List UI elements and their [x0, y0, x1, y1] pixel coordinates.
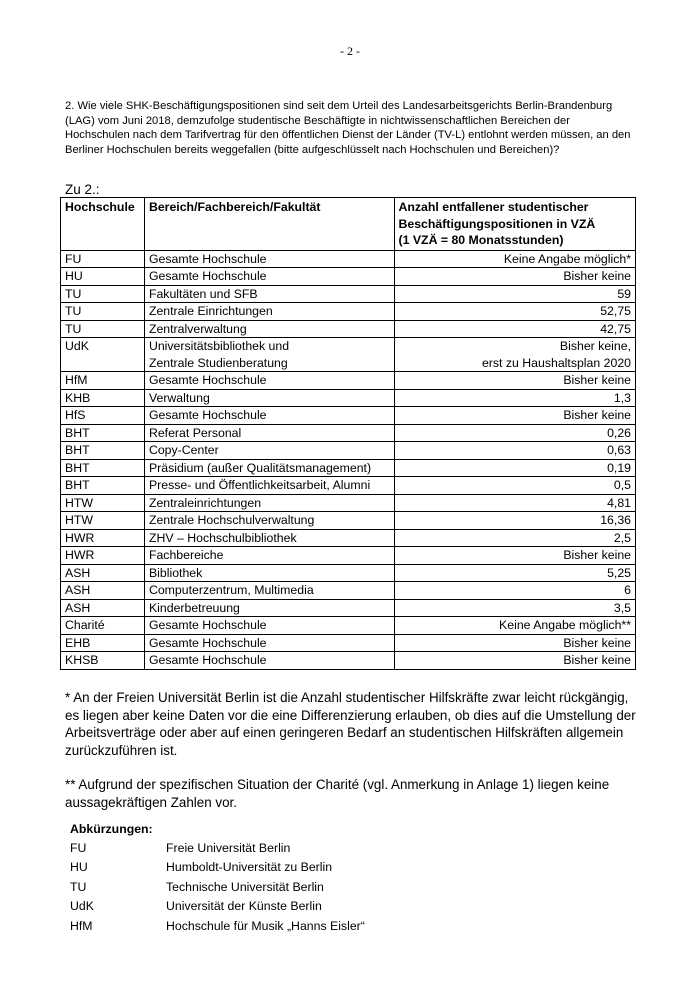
cell-hochschule: HfM	[61, 372, 145, 390]
abbreviation-key: UdK	[70, 899, 94, 914]
table-row	[61, 424, 636, 442]
header-anzahl-line2: Beschäftigungspositionen in VZÄ	[398, 216, 596, 231]
header-bereich: Bereich/Fachbereich/Fakultät	[144, 198, 394, 251]
cell-bereich	[144, 338, 394, 372]
abbreviations-title: Abkürzungen:	[70, 822, 153, 836]
abbreviation-key: FU	[70, 841, 87, 855]
cell-hochschule: HTW	[61, 494, 145, 512]
cell-anzahl: 42,75	[394, 320, 636, 338]
cell-hochschule: KHSB	[61, 652, 145, 670]
cell-anzahl: 4,81	[394, 494, 636, 512]
cell-bereich: Verwaltung	[144, 389, 394, 407]
table-header-row	[61, 198, 636, 251]
cell-bereich: Zentralverwaltung	[144, 320, 394, 338]
answer-heading: Zu 2.:	[65, 182, 100, 197]
cell-hochschule: Charité	[61, 617, 145, 635]
cell-anzahl: 0,63	[394, 442, 636, 460]
cell-anzahl-line: Bisher keine,	[559, 339, 631, 353]
cell-bereich: Gesamte Hochschule	[144, 617, 394, 635]
abbreviation-key: HfM	[70, 918, 93, 933]
abbreviation-item	[70, 858, 365, 877]
cell-bereich: Gesamte Hochschule	[144, 372, 394, 390]
footnotes	[65, 689, 640, 829]
cell-bereich: Zentrale Hochschulverwaltung	[144, 512, 394, 530]
cell-hochschule: EHB	[61, 634, 145, 652]
cell-anzahl: Bisher keine	[394, 407, 636, 425]
cell-hochschule: BHT	[61, 477, 145, 495]
cell-bereich: Zentrale Einrichtungen	[144, 303, 394, 321]
cell-anzahl: 0,5	[394, 477, 636, 495]
cell-hochschule: TU	[61, 320, 145, 338]
question-text: 2. Wie viele SHK-Beschäftigungspositionen sind seit dem Urteil des Landesarbeitsgerichts Berlin-Brandenburg (LAG) vom Juni 2018, demzufolge studentische Beschäftigte in nichtwissenschaftlichen Bereichen der Hochschulen nach dem Tarifvertrag für den öffentlichen Dienst der Länder (TV-L) entlohnt werden müssen, an den Berliner Hochschulen bereits weggefallen (bitte aufgeschlüsselt nach Hochschulen und Bereichen)?	[65, 100, 631, 156]
cell-bereich: Gesamte Hochschule	[144, 268, 394, 286]
cell-anzahl	[394, 338, 636, 372]
cell-anzahl: Bisher keine	[394, 547, 636, 565]
cell-hochschule: TU	[61, 303, 145, 321]
cell-hochschule: BHT	[61, 442, 145, 460]
positions-table	[60, 197, 636, 670]
abbreviations-list	[70, 839, 365, 936]
cell-anzahl: Bisher keine	[394, 652, 636, 670]
cell-bereich: Fachbereiche	[144, 547, 394, 565]
cell-anzahl: Keine Angabe möglich*	[394, 250, 636, 268]
table-row	[61, 477, 636, 495]
table-row	[61, 617, 636, 635]
cell-bereich: Zentraleinrichtungen	[144, 494, 394, 512]
cell-hochschule: HWR	[61, 529, 145, 547]
table-row	[61, 442, 636, 460]
cell-hochschule: ASH	[61, 564, 145, 582]
cell-bereich: Copy-Center	[144, 442, 394, 460]
header-anzahl-line3: (1 VZÄ = 80 Monatsstunden)	[398, 233, 564, 247]
table-row	[61, 634, 636, 652]
cell-anzahl-line: erst zu Haushaltsplan 2020	[481, 355, 631, 370]
header-anzahl-line1: Anzahl entfallener studentischer	[398, 200, 589, 214]
table-row	[61, 529, 636, 547]
table-row	[61, 372, 636, 390]
cell-hochschule: BHT	[61, 459, 145, 477]
cell-hochschule: HWR	[61, 547, 145, 565]
abbreviation-key: TU	[70, 879, 87, 894]
cell-hochschule: BHT	[61, 424, 145, 442]
abbreviation-item	[70, 878, 365, 897]
cell-hochschule: HU	[61, 268, 145, 286]
cell-bereich: Kinderbetreuung	[144, 599, 394, 617]
cell-bereich: ZHV – Hochschulbibliothek	[144, 529, 394, 547]
abbreviation-value: Hochschule für Musik „Hanns Eisler“	[166, 918, 365, 933]
table-row	[61, 564, 636, 582]
table-row	[61, 599, 636, 617]
table-body	[61, 250, 636, 669]
table-row	[61, 407, 636, 425]
cell-bereich: Gesamte Hochschule	[144, 407, 394, 425]
cell-bereich: Gesamte Hochschule	[144, 652, 394, 670]
abbreviation-value: Freie Universität Berlin	[166, 841, 291, 855]
cell-hochschule: KHB	[61, 389, 145, 407]
abbreviation-item	[70, 839, 365, 858]
abbreviation-value: Technische Universität Berlin	[166, 879, 324, 894]
cell-bereich: Presse- und Öffentlichkeitsarbeit, Alumni	[144, 477, 394, 495]
cell-hochschule: FU	[61, 250, 145, 268]
abbreviation-key: HU	[70, 860, 88, 875]
table-row	[61, 338, 636, 372]
cell-anzahl: Bisher keine	[394, 372, 636, 390]
cell-anzahl: 0,19	[394, 459, 636, 477]
abbreviation-item	[70, 897, 365, 916]
table-row	[61, 512, 636, 530]
cell-bereich-line: Universitätsbibliothek und	[148, 339, 290, 353]
footnote-charite: ** Aufgrund der spezifischen Situation der Charité (vgl. Anmerkung in Anlage 1) liegen keine aussagekräftigen Zahlen vor.	[65, 777, 610, 810]
cell-anzahl: 6	[394, 582, 636, 600]
abbreviation-value: Humboldt-Universität zu Berlin	[166, 860, 333, 875]
cell-anzahl: 0,26	[394, 424, 636, 442]
header-anzahl	[394, 198, 636, 251]
cell-bereich: Bibliothek	[144, 564, 394, 582]
cell-bereich: Präsidium (außer Qualitätsmanagement)	[144, 459, 394, 477]
abbreviation-value: Universität der Künste Berlin	[166, 899, 322, 914]
cell-anzahl: 16,36	[394, 512, 636, 530]
header-hochschule: Hochschule	[61, 198, 145, 251]
footnote-fu: * An der Freien Universität Berlin ist die Anzahl studentischer Hilfskräfte zwar leicht rückgängig, es liegen aber keine Daten vor die eine Differenzierung erlauben, ob dies auf die Umstellung der Arbeitsverträge oder aber auf einen geringeren Bedarf an studentischen Hilfskräften allgemein zurückzuführen ist.	[65, 690, 636, 758]
table-row	[61, 320, 636, 338]
cell-hochschule: HTW	[61, 512, 145, 530]
cell-hochschule: ASH	[61, 582, 145, 600]
table-row	[61, 582, 636, 600]
cell-anzahl: 1,3	[394, 389, 636, 407]
cell-hochschule: HfS	[61, 407, 145, 425]
cell-anzahl: 3,5	[394, 599, 636, 617]
cell-anzahl: 2,5	[394, 529, 636, 547]
table-row	[61, 547, 636, 565]
table-row	[61, 652, 636, 670]
abbreviation-item	[70, 917, 365, 936]
cell-anzahl: Bisher keine	[394, 634, 636, 652]
page-number: - 2 -	[340, 44, 360, 58]
cell-bereich-line: Zentrale Studienberatung	[148, 355, 288, 370]
cell-bereich: Computerzentrum, Multimedia	[144, 582, 394, 600]
cell-hochschule: ASH	[61, 599, 145, 617]
cell-bereich: Fakultäten und SFB	[144, 285, 394, 303]
cell-anzahl: Keine Angabe möglich**	[394, 617, 636, 635]
cell-bereich: Gesamte Hochschule	[144, 250, 394, 268]
table-row	[61, 285, 636, 303]
table-row	[61, 268, 636, 286]
abbreviations-section	[70, 822, 365, 936]
table-row	[61, 494, 636, 512]
cell-bereich: Referat Personal	[144, 424, 394, 442]
cell-anzahl: 5,25	[394, 564, 636, 582]
cell-bereich: Gesamte Hochschule	[144, 634, 394, 652]
cell-anzahl: 52,75	[394, 303, 636, 321]
cell-anzahl: 59	[394, 285, 636, 303]
cell-anzahl: Bisher keine	[394, 268, 636, 286]
table-row	[61, 459, 636, 477]
table-row	[61, 303, 636, 321]
table-row	[61, 389, 636, 407]
cell-hochschule: UdK	[61, 338, 145, 372]
cell-hochschule: TU	[61, 285, 145, 303]
table-row	[61, 250, 636, 268]
